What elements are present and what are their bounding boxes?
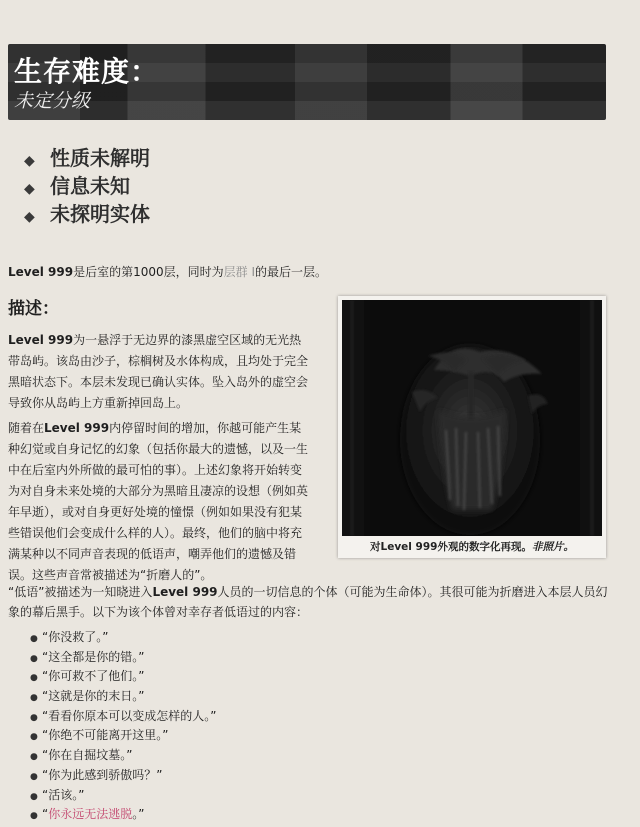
bullet-icon: ● — [30, 693, 38, 704]
quote-text: “看看你原本可以变成怎样的人。” — [42, 708, 217, 723]
bullet-icon: ● — [30, 673, 38, 684]
caption-level: Level 999 — [380, 541, 438, 553]
trait-list — [24, 144, 150, 228]
intro-text: 是后室的第1000层，同时为 — [73, 265, 224, 279]
caption-text: 外观的数字化再现。 — [437, 541, 532, 553]
bullet-icon: ● — [30, 752, 38, 763]
whisper-quote-list — [30, 628, 216, 825]
level-group-link[interactable]: 层群 I — [223, 265, 255, 279]
quote-text: “你绝不可能离开这里。” — [42, 728, 169, 743]
bullet-icon: ● — [30, 791, 38, 802]
bullet-icon: ● — [30, 712, 38, 723]
diamond-bullet-icon: ◆ — [24, 153, 35, 169]
paragraph-text: 为一悬浮于无边界的漆黑虚空区域的无光热带岛屿。该岛由沙子，棕榈树及水体构成，且均处于完全黑暗状态下。本层未发现已确认实体。坠入岛外的虚空会导致你从岛屿上方重新掉回岛上。 — [8, 333, 309, 410]
bullet-icon: ● — [30, 653, 38, 664]
bullet-icon: ● — [30, 634, 38, 644]
list-item — [30, 628, 216, 648]
quote-close: 。” — [132, 807, 145, 822]
bullet-icon: ● — [30, 732, 38, 743]
list-item — [30, 766, 216, 786]
trait-item — [24, 200, 150, 228]
trait-item — [24, 144, 150, 172]
quote-text: “这全都是你的错。” — [42, 649, 145, 664]
diamond-bullet-icon: ◆ — [24, 181, 35, 197]
paragraph-text: 人员的一切信息的个体（可能为生命体）。其很可能为折磨进入本层人员幻象的幕后黑手。以下为该个体曾对幸存者低语过的内容： — [8, 585, 608, 619]
hallucination-paragraph — [8, 418, 312, 586]
paragraph-text: 内停留时间的增加，你越可能产生某种幻觉或自身记忆的幻象（包括你最大的遗憾，以及一生中在后室内外所做的最可怕的事）。上述幻象将开始转变为对自身未来处境的大部分为黑暗且凄凉的设想（例如英年早逝），或对自身更好处境的憧憬（例如如果没有犯某些错误他们会变成什么样的人）。最终，他们的脑中将充满某种以不同声音表现的低语声，嘲弄他们的遗憾及错误。这些声音常被描述为“折磨人的”。 — [8, 421, 309, 582]
paragraph-text-pre: 随着在 — [8, 421, 45, 435]
quote-text: “这就是你的末日。” — [42, 689, 145, 704]
whisperer-paragraph — [8, 582, 608, 622]
list-item — [30, 805, 216, 825]
image-caption — [338, 539, 606, 554]
caption-note: 非照片。 — [531, 541, 574, 553]
list-item — [30, 707, 216, 727]
highlighted-quote-text: 你永远无法逃脱 — [48, 807, 133, 822]
intro-text-end: 的最后一层。 — [255, 265, 328, 279]
trait-label: 未探明实体 — [50, 202, 150, 226]
quote-text: “活该。” — [42, 787, 85, 802]
quote-open: “ — [42, 807, 49, 822]
description-heading: 描述： — [8, 299, 59, 319]
paragraph-text-pre: “低语”被描述为一知晓进入 — [8, 585, 153, 599]
trait-item — [24, 172, 150, 200]
trait-label: 信息未知 — [50, 174, 130, 198]
quote-text: “你为此感到骄傲吗？” — [42, 767, 163, 782]
quote-text: “你没救了。” — [42, 630, 109, 644]
diamond-bullet-icon: ◆ — [24, 209, 35, 225]
level-name: Level 999 — [8, 265, 74, 279]
quote-text: “你可救不了他们。” — [42, 669, 145, 684]
intro-paragraph — [8, 262, 628, 282]
list-item — [30, 648, 216, 668]
list-item — [30, 746, 216, 766]
level-name: Level 999 — [44, 421, 110, 435]
level-image[interactable] — [342, 300, 602, 536]
bullet-icon: ● — [30, 811, 38, 822]
level-name: Level 999 — [8, 333, 74, 347]
list-item — [30, 726, 216, 746]
caption-text-pre: 对 — [370, 541, 381, 553]
difficulty-banner — [8, 44, 606, 120]
bullet-icon: ● — [30, 771, 38, 782]
banner-subtitle: 未定分级 — [14, 90, 91, 112]
trait-label: 性质未解明 — [50, 146, 150, 170]
list-item — [30, 687, 216, 707]
description-paragraph — [8, 330, 312, 414]
quote-text: “你在自掘坟墓。” — [42, 748, 133, 763]
dark-island-illustration — [342, 300, 602, 536]
level-image-figure — [338, 296, 606, 558]
list-item — [30, 786, 216, 806]
list-item — [30, 667, 216, 687]
level-name: Level 999 — [152, 585, 218, 599]
banner-title: 生存难度： — [14, 55, 160, 88]
